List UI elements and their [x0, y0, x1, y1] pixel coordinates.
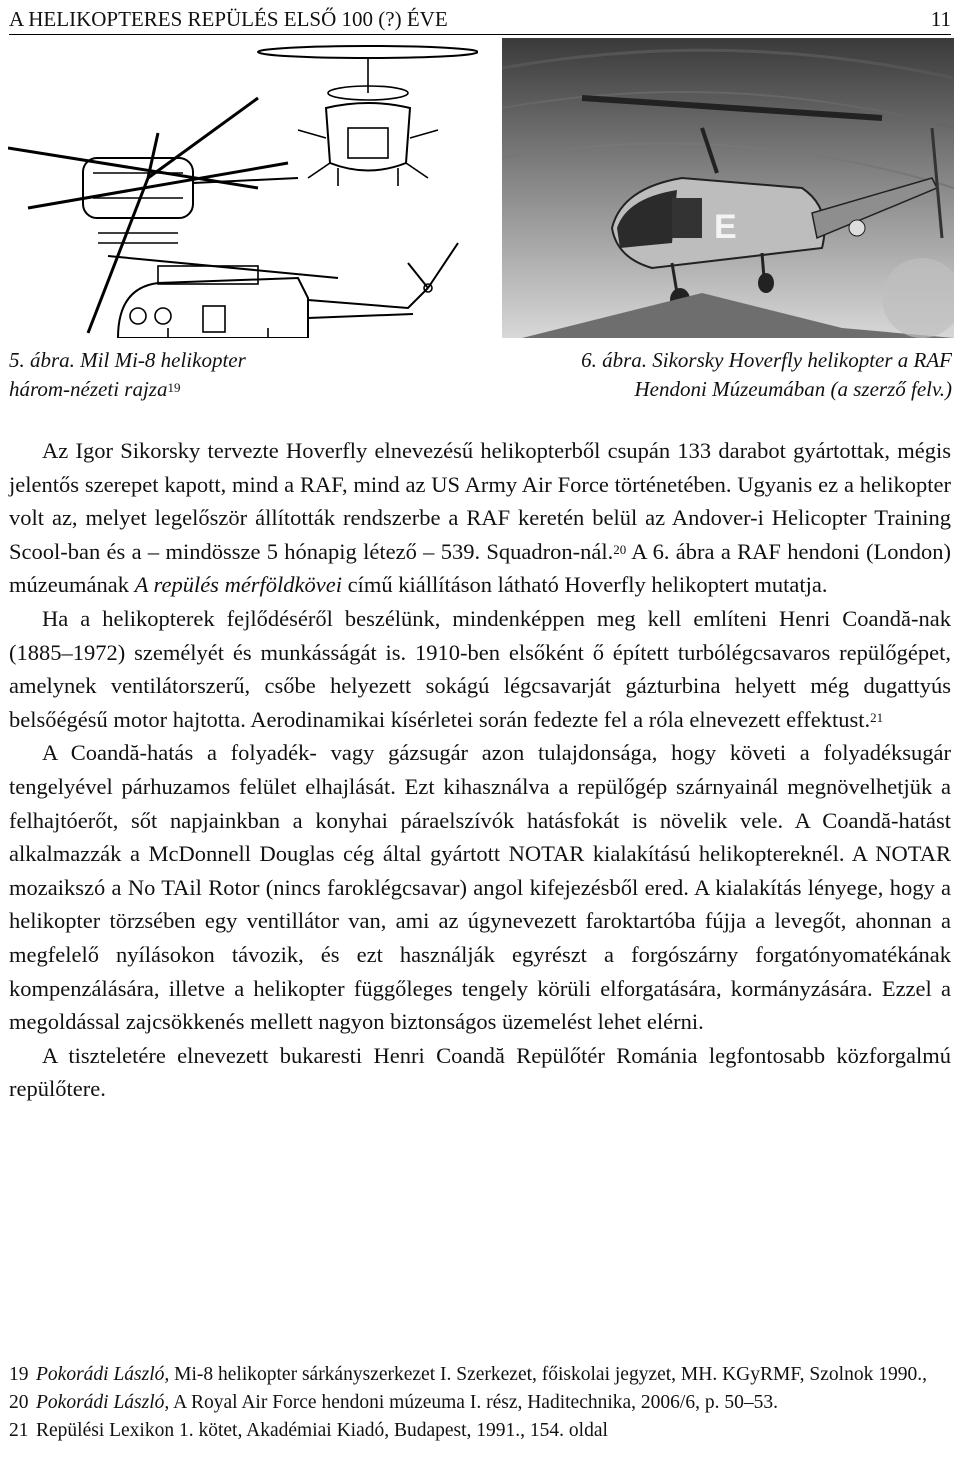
footnote-number: 20 [9, 1392, 29, 1413]
figure-6-photo [502, 38, 954, 338]
paragraph-hoverfly [9, 434, 951, 602]
footnote-author: Pokorádi László, [36, 1364, 170, 1385]
footnote-text [36, 1361, 951, 1389]
figure-5-caption-line2 [9, 375, 429, 404]
figure-6-caption-line1: 6. ábra. Sikorsky Hoverfly helikopter a RAF [581, 348, 952, 372]
paragraph-airport: A tiszteletére elnevezett bukaresti Henri Coandă Repülőtér Románia legfontosabb közforgalmú repülőtere. [9, 1042, 951, 1102]
paragraph-hoverfly-text-c: című kiállításon látható Hoverfly helikoptert mutatja. [342, 572, 828, 598]
footnote-20 [9, 1389, 951, 1417]
paragraph-coanda-effect: A Coandă-hatás a folyadék- vagy gázsugár azon tulajdonsága, hogy követi a folyadéksugár tengelyével párhuzamos felület elhajlását. Ezt kihasználva a repülőgép szárnyainál megnövelhetjük a felhajtóerőt, sőt napjainkban a konyhai páraelszívók hatásfokát is növelik vele. A Coandă-hatást alkalmazzák a McDonnell Douglas cég által gyártott NOTAR kialakítású helikoptereknél. A NOTAR mozaikszó a No TAil Rotor (nincs faroklégcsavar) angol kifejezésből ered. A kialakítás lényege, hogy a helikopter törzsében egy ventillátor van, ami az úgynevezett faroktartóba fújja a levegőt, ahonnan a megfelelő nyílásokon távozik, és ezt használják egyrészt a forgószárny forgatónyomatékának kompenzálására, illetve a helikopter függőleges tengely körüli elforgatására, kormányzására. Ezzel a megoldással zajcsökkenés mellett nagyon biztonságos üzemelést lehet elérni. [9, 740, 951, 1035]
footnote-body: Mi-8 helikopter sárkányszerkezet I. Szerkezet, főiskolai jegyzet, MH. KGyRMF, Szolnok 1990., [169, 1364, 927, 1385]
top-view [8, 98, 298, 333]
page-number: 11 [930, 7, 951, 31]
running-title: A HELIKOPTERES REPÜLÉS ELSŐ 100 (?) ÉVE [9, 7, 448, 31]
footnote-text [36, 1389, 951, 1417]
footnote-number: 21 [9, 1420, 29, 1441]
footnote-body: A Royal Air Force hendoni múzeuma I. rész, Haditechnika, 2006/6, p. 50–53. [169, 1392, 778, 1413]
figure-5-drawing [8, 38, 478, 338]
footnote-number: 19 [9, 1364, 29, 1385]
footnote-author: Pokorádi László, [36, 1392, 170, 1413]
figure-6-caption-line2: Hendoni Múzeumában (a szerző felv.) [634, 377, 952, 401]
fuselage-letter: E [714, 208, 737, 246]
footnote-21 [9, 1417, 951, 1445]
footnote-ref-21: 21 [870, 709, 884, 725]
footnote-19 [9, 1361, 951, 1389]
footnote-ref-19: 19 [167, 380, 181, 395]
paragraph-coanda [9, 602, 951, 736]
figure-5-caption [9, 346, 429, 404]
side-view [108, 243, 458, 338]
page-header [9, 2, 951, 35]
footnotes [9, 1361, 951, 1445]
figure-5-caption-line1: 5. ábra. Mil Mi-8 helikopter [9, 348, 246, 372]
paragraph-coanda-text: Ha a helikopterek fejlődéséről beszélünk, mindenképpen meg kell említeni Henri Coandă-nak (1885–1972) személyét és munkásságát is. 1910-ben elsőként ő épített turbólégcsavaros repülőgépet, amelynek ventilátorszerű, csőbe helyezett sokágú légcsavarját gázturbina helyett még dugattyús belsőégésű motor hajtotta. Aerodinamikai kísérletei során fedezte fel a róla elnevezett effektust. [9, 605, 951, 732]
body-text [9, 434, 951, 1106]
paragraph-hoverfly-text-a: Az Igor Sikorsky tervezte Hoverfly elnevezésű helikopterből csupán 133 darabot gyártottak, mégis jelentős szerepet kapott, mind a RAF, mind az US Army Air Force történetében. Ugyanis ez a helikopter volt az, melyet legelőször állították rendszerbe a RAF keretén belül az Andover-i Helicopter Training Scool-ban és a – mindössze 5 hónapig létező – 539. Squadron-nál. [9, 438, 951, 564]
footnote-body: Repülési Lexikon 1. kötet, Akadémiai Kiadó, Budapest, 1991., 154. oldal [36, 1420, 608, 1441]
footnote-ref-20: 20 [613, 541, 627, 557]
figure-5-caption-text: három-nézeti rajza [9, 377, 168, 401]
exhibition-title: A repülés mérföldkövei [134, 572, 343, 598]
paragraph-hoverfly-text-b: A 6. ábra a RAF hendoni (London) múzeumának [9, 538, 951, 598]
footnote-text [36, 1417, 951, 1445]
figure-6-caption [492, 346, 952, 404]
front-view [258, 46, 478, 186]
